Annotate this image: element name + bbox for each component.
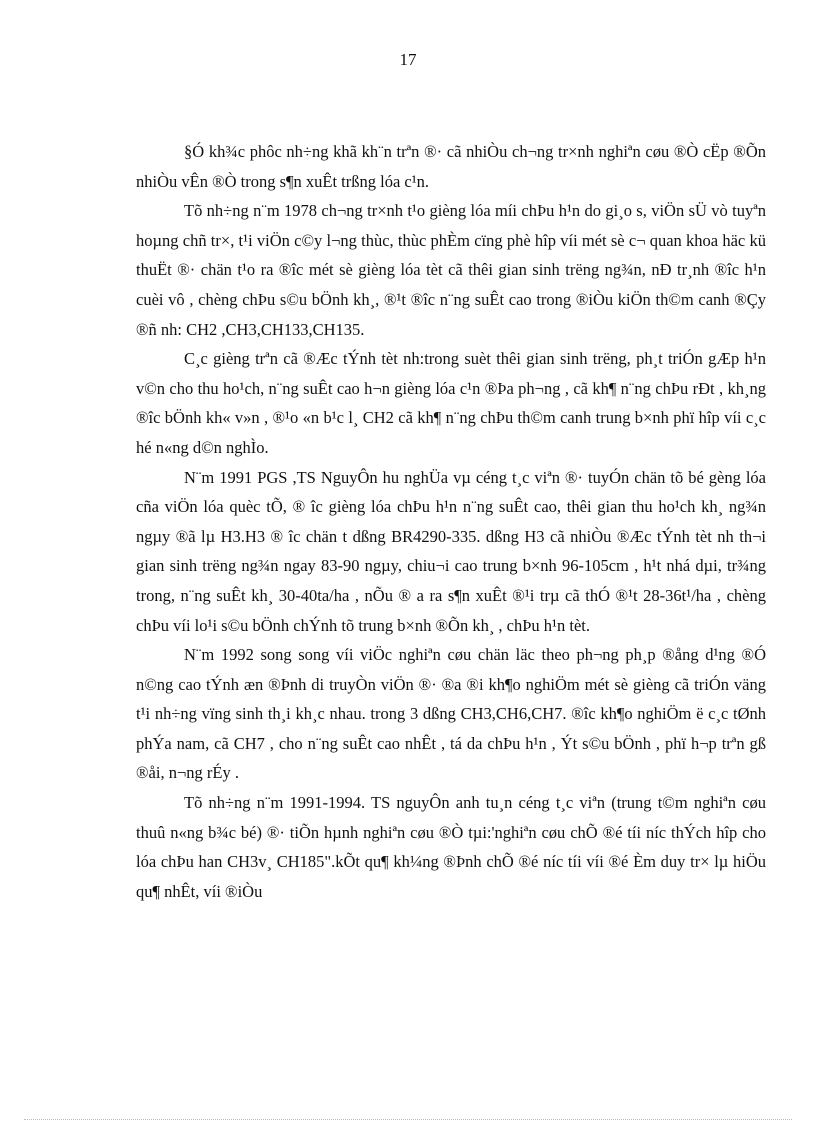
paragraph: §Ó kh¾c phôc nh÷ng khã kh¨n trªn ®· cã nhiÒu ch¬ng tr×nh nghiªn cøu ®Ò cËp ®Õn nhiÒu vÊn ®Ò trong s¶n xuÊt trßng lóa c¹n. bbox=[136, 142, 766, 191]
page-number: 17 bbox=[399, 50, 417, 69]
page-bottom-divider bbox=[24, 1119, 792, 1120]
paragraph: N¨m 1991 PGS ,TS NguyÔn hu nghÜa vµ céng t¸c viªn ®· tuyÓn chän tõ bé gèng lóa cña viÖn lóa quèc tÕ, ® îc gièng lóa chÞu h¹n n¨ng suÊt cao, thêi gian thu ho¹ch kh¸ ng¾n ngµy ®ã lµ H3.H3 ® îc chän t dßng BR4290-335. dßng H3 cã nhiÒu ®Æc tÝnh tèt nh th¬i gian sinh trëng ng¾n ngay 83-90 ngµy, chiu¬i cao trung b×nh 96-105cm , h¹t nhá dµi, tr¾ng trong, n¨ng suÊt kh¸ 30-40ta/ha , nÕu ® a ra s¶n xuÊt ®¹i trµ cã thÓ ®¹t 28-36t¹/ha , chèng chÞu víi lo¹i s©u bÖnh chÝnh tõ trung b×nh ®Õn kh¸ , chÞu h¹n tèt. bbox=[136, 467, 766, 635]
paragraph: Tõ nh÷ng n¨m 1991-1994. TS nguyÔn anh tu¸n céng t¸c viªn (trung t©m nghiªn cøu thuû n«ng b¾c bé) ®· tiÕn hµnh nghiªn cøu ®Ò tµi:'nghiªn cøu chÕ ®é tíi níc thÝch hîp cho lóa chÞu han CH3v¸ CH185".kÕt qu¶ kh¼ng ®Þnh chÕ ®é níc tíi víi ®é Èm duy tr× lµ hiÖu qu¶ nhÊt, víi ®iÒu bbox=[136, 793, 766, 901]
paragraph: N¨m 1992 song song víi viÖc nghiªn cøu chän läc theo ph¬ng ph¸p ®ång d¹ng ®Ó n©ng cao tÝnh æn ®Þnh di truyÒn viÖn ®· ®a ®i kh¶o nghiÖm mét sè gièng cã triÓn väng t¹i nh÷ng vïng sinh th¸i kh¸c nhau. trong 3 dßng CH3,CH6,CH7. ®îc kh¶o nghiÖm ë c¸c tØnh phÝa nam, cã CH7 , cho n¨ng suÊt cao nhÊt , tá da chÞu h¹n , Ýt s©u bÖnh , phï h¬p trªn gß ®åi, n¬ng rÉy . bbox=[136, 645, 766, 783]
body-text bbox=[136, 137, 766, 906]
paragraph: Tõ nh÷ng n¨m 1978 ch¬ng tr×nh t¹o gièng lóa míi chÞu h¹n do gi¸o s, viÖn sÜ vò tuyªn hoµng chñ tr×, t¹i viÖn c©y l¬ng thùc, thùc phÈm cïng phè hîp víi mét sè c¬ quan khoa häc kü thuËt ®· chän t¹o ra ®îc mét sè gièng lóa tèt cã thêi gian sinh trëng ng¾n, nÐ tr¸nh ®îc h¹n cuèi vô , chèng chÞu s©u bÖnh kh¸, ®¹t ®îc n¨ng suÊt cao trong ®iÒu kiÖn th©m canh ®Çy ®ñ nh: CH2 ,CH3,CH133,CH135. bbox=[136, 201, 766, 339]
paragraph: C¸c gièng trªn cã ®Æc tÝnh tèt nh:trong suèt thêi gian sinh trëng, ph¸t triÓn gÆp h¹n v©n cho thu ho¹ch, n¨ng suÊt cao h¬n gièng lóa c¹n ®Þa ph¬ng , cã kh¶ n¨ng chÞu rÐt , kh¸ng ®îc bÖnh kh« v»n , ®¹o «n b¹c l¸ CH2 cã kh¶ n¨ng chÞu th©m canh trung b×nh phï hîp víi c¸c hé n«ng d©n nghÌo. bbox=[136, 349, 766, 457]
